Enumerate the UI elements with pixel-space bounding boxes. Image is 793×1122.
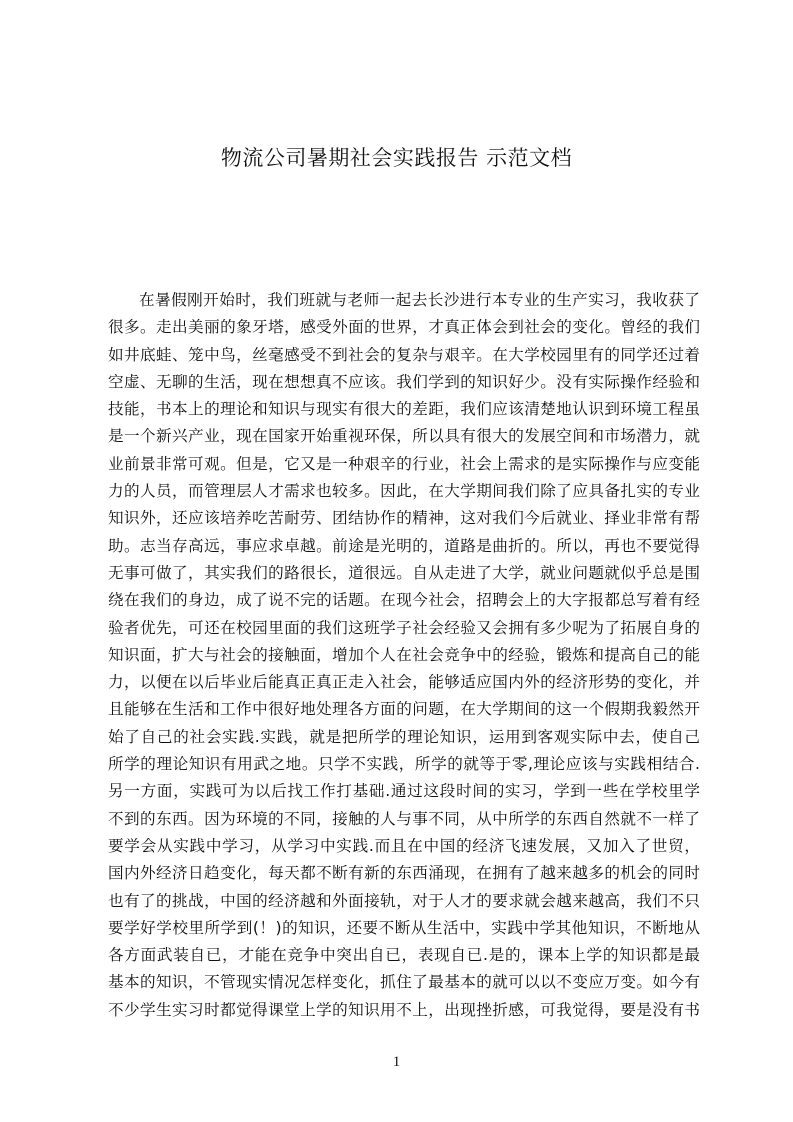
text-line-16: 且能够在生活和工作中很好地处理各方面的问题，在大学期间的这一个假期我毅然开	[108, 700, 700, 719]
text-line-4: 空虚、无聊的生活，现在想想真不应该。我们学到的知识好少。没有实际操作经验和	[108, 372, 700, 391]
text-line-8: 力的人员，而管理层人才需求也较多。因此，在大学期间我们除了应具备扎实的专业	[108, 482, 700, 501]
document-title: 物流公司暑期社会实践报告 示范文档	[220, 146, 573, 170]
text-line-3: 如井底蛙、笼中鸟，丝毫感受不到社会的复杂与艰辛。在大学校园里有的同学还过着	[108, 345, 700, 364]
text-line-24: 要学好学校里所学到(！)的知识，还要不断从生活中，实践中学其他知识，不断地从	[108, 918, 700, 937]
text-line-25: 各方面武装自已，才能在竞争中突出自已，表现自已.是的，课本上学的知识都是最	[108, 946, 700, 965]
text-line-27: 不少学生实习时都觉得课堂上学的知识用不上，出现挫折感，可我觉得，要是没有书	[108, 1000, 700, 1019]
text-line-10: 助。志当存高远，事应求卓越。前途是光明的，道路是曲折的。所以，再也不要觉得	[108, 536, 700, 555]
page-number: 1	[392, 1054, 401, 1070]
text-line-15: 力，以便在以后毕业后能真正真正走入社会，能够适应国内外的经济形势的变化，并	[108, 673, 700, 692]
text-line-19: 另一方面，实践可为以后找工作打基础.通过这段时间的实习，学到一些在学校里学	[108, 782, 700, 801]
body-text	[108, 287, 700, 1024]
text-line-11: 无事可做了，其实我们的路很长，道很远。自从走进了大学，就业问题就似乎总是围	[108, 563, 700, 582]
text-line-6: 是一个新兴产业，现在国家开始重视环保，所以具有很大的发展空间和市场潜力，就	[108, 427, 700, 446]
text-line-26: 基本的知识，不管现实情况怎样变化，抓住了最基本的就可以以不变应万变。如今有	[108, 973, 700, 992]
text-line-7: 业前景非常可观。但是，它又是一种艰辛的行业，社会上需求的是实际操作与应变能	[108, 454, 700, 473]
text-line-12: 绕在我们的身边，成了说不完的话题。在现今社会，招聘会上的大字报都总写着有经	[108, 591, 700, 610]
text-line-22: 国内外经济日趋变化，每天都不断有新的东西涌现，在拥有了越来越多的机会的同时	[108, 864, 700, 883]
text-line-17: 始了自己的社会实践.实践，就是把所学的理论知识，运用到客观实际中去，使自己	[108, 727, 700, 746]
text-line-5: 技能，书本上的理论和知识与现实有很大的差距，我们应该清楚地认识到环境工程虽	[108, 400, 700, 419]
text-line-21: 要学会从实践中学习，从学习中实践.而且在中国的经济飞速发展，又加入了世贸，	[108, 836, 700, 855]
text-line-9: 知识外，还应该培养吃苦耐劳、团结协作的精神，这对我们今后就业、择业非常有帮	[108, 509, 700, 528]
text-line-23: 也有了的挑战，中国的经济越和外面接轨，对于人才的要求就会越来越高，我们不只	[108, 891, 700, 910]
text-line-18: 所学的理论知识有用武之地。只学不实践，所学的就等于零,理论应该与实践相结合.	[108, 755, 700, 774]
text-line-13: 验者优先，可还在校园里面的我们这班学子社会经验又会拥有多少呢为了拓展自身的	[108, 618, 700, 637]
text-line-2: 很多。走出美丽的象牙塔，感受外面的世界，才真正体会到社会的变化。曾经的我们	[108, 318, 700, 337]
text-line-14: 知识面，扩大与社会的接触面，增加个人在社会竞争中的经验，锻炼和提高自己的能	[108, 645, 700, 664]
text-line-20: 不到的东西。因为环境的不同，接触的人与事不同，从中所学的东西自然就不一样了	[108, 809, 700, 828]
text-line-1: 在暑假刚开始时，我们班就与老师一起去长沙进行本专业的生产实习，我收获了	[139, 291, 700, 309]
